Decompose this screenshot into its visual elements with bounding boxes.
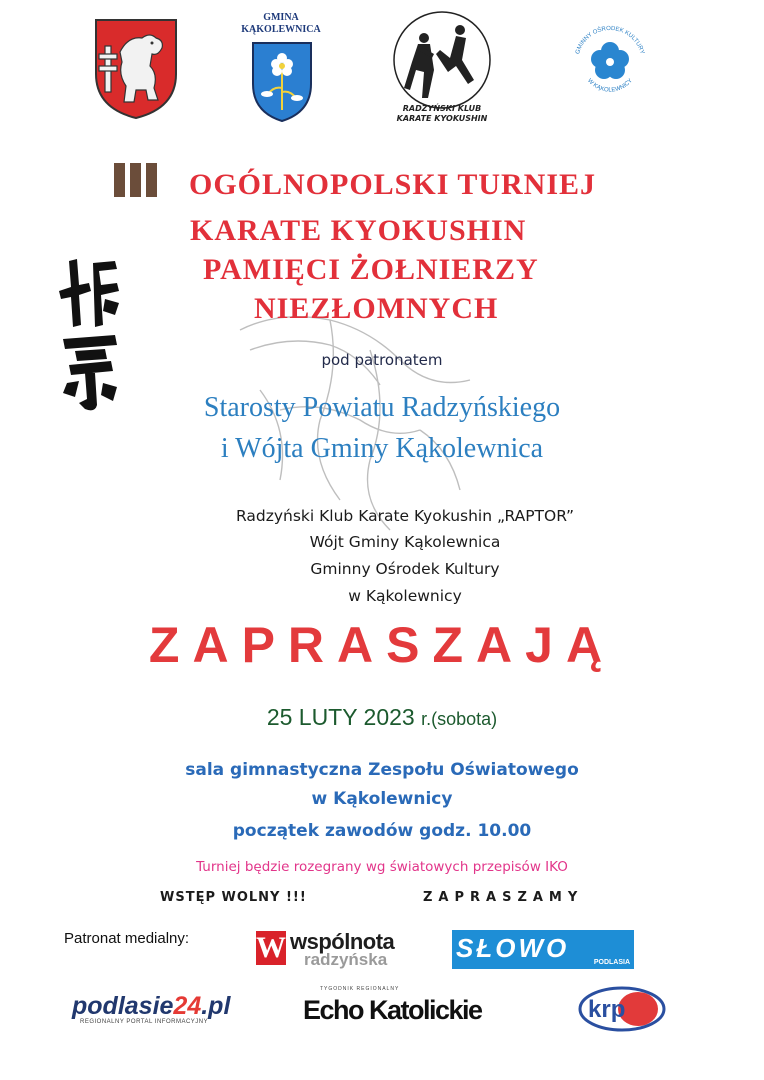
podlasie24-sub: REGIONALNY PORTAL INFORMACYJNY	[80, 1019, 209, 1025]
media-patron-label: Patronat medialny:	[64, 930, 190, 947]
podlasie24-tld: .pl	[201, 992, 231, 1020]
wspolnota-logo-top: wspólnota	[290, 929, 395, 954]
echo-katolickie-logo: Echo Katolickie	[303, 995, 482, 1025]
rules-note: Turniej będzie rozegrany wg światowych przepisów IKO	[196, 859, 568, 875]
svg-text:W KĄKOLEWNICY	[586, 78, 634, 94]
title-line-4: NIEZŁOMNYCH	[254, 292, 499, 325]
event-date-main: 25 LUTY 2023	[266, 704, 415, 730]
patronage-line-1: Starosty Powiatu Radzyńskiego	[203, 392, 561, 423]
roman-numeral-three	[112, 163, 160, 197]
podlasie24-num: 24	[173, 992, 202, 1020]
organizer-line-1: Radzyński Klub Karate Kyokushin „RAPTOR”	[235, 507, 575, 525]
venue-line-1: sala gimnastyczna Zespołu Oświatowego	[185, 760, 579, 780]
wspolnota-logo-letter: W	[256, 931, 286, 964]
karate-club-line1: RADZYŃSKI KLUB	[402, 104, 482, 113]
title-line-3: PAMIĘCI ŻOŁNIERZY	[203, 253, 539, 286]
event-date	[0, 704, 764, 731]
event-date-suffix: r.	[421, 709, 432, 729]
title-line-2: KARATE KYOKUSHIN	[190, 214, 527, 247]
gmina-coat-of-arms-icon	[250, 40, 314, 124]
gmina-title-line1: GMINA	[263, 12, 299, 23]
echo-katolickie-sub: TYGODNIK REGIONALNY	[320, 986, 400, 992]
event-date-day: (sobota)	[431, 709, 498, 729]
podlasie24-main: podlasie	[72, 992, 174, 1020]
patronage-intro: pod patronatem	[321, 351, 443, 369]
free-entry: WSTĘP WOLNY !!!	[160, 890, 307, 905]
organizer-line-2: Wójt Gminy Kąkolewnica	[309, 533, 501, 551]
slowo-logo-text: SŁOWO	[456, 933, 570, 963]
gmina-title-line2: KĄKOLEWNICA	[241, 24, 321, 35]
title-line-1: OGÓLNOPOLSKI TURNIEJ	[189, 168, 597, 201]
karate-club-logo-icon	[390, 10, 494, 114]
closing-invite: ZAPRASZAMY	[423, 890, 584, 905]
karate-club-caption	[386, 104, 498, 124]
venue-line-2: w Kąkolewnicy	[311, 789, 453, 809]
organizer-line-3: Gminny Ośrodek Kultury	[310, 560, 500, 578]
slowo-podlasia-logo	[452, 930, 634, 969]
wspolnota-logo-bottom: radzyńska	[304, 950, 388, 969]
patronage-line-2: i Wójta Gminy Kąkolewnica	[220, 433, 544, 464]
slowo-logo-sub: PODLASIA	[593, 959, 630, 966]
start-time: początek zawodów godz. 10.00	[232, 821, 532, 841]
organizer-line-4: w Kąkolewnicy	[348, 587, 462, 605]
karate-club-line2: KARATE KYOKUSHIN	[396, 114, 488, 123]
gok-logo-icon	[564, 16, 656, 108]
podlasie24-logo	[72, 992, 230, 1021]
gok-text-bottom: W KĄKOLEWNICY	[586, 77, 634, 94]
krp-logo-text: krp	[588, 996, 626, 1023]
krp-logo-icon	[578, 986, 666, 1032]
gmina-title	[236, 12, 326, 36]
kyokushin-calligraphy-icon	[55, 255, 125, 415]
gok-text-top: GMINNY OŚRODEK KULTURY	[575, 25, 645, 55]
powiat-coat-of-arms-icon	[92, 16, 180, 120]
invite-heading: ZAPRASZAJĄ	[148, 617, 616, 673]
